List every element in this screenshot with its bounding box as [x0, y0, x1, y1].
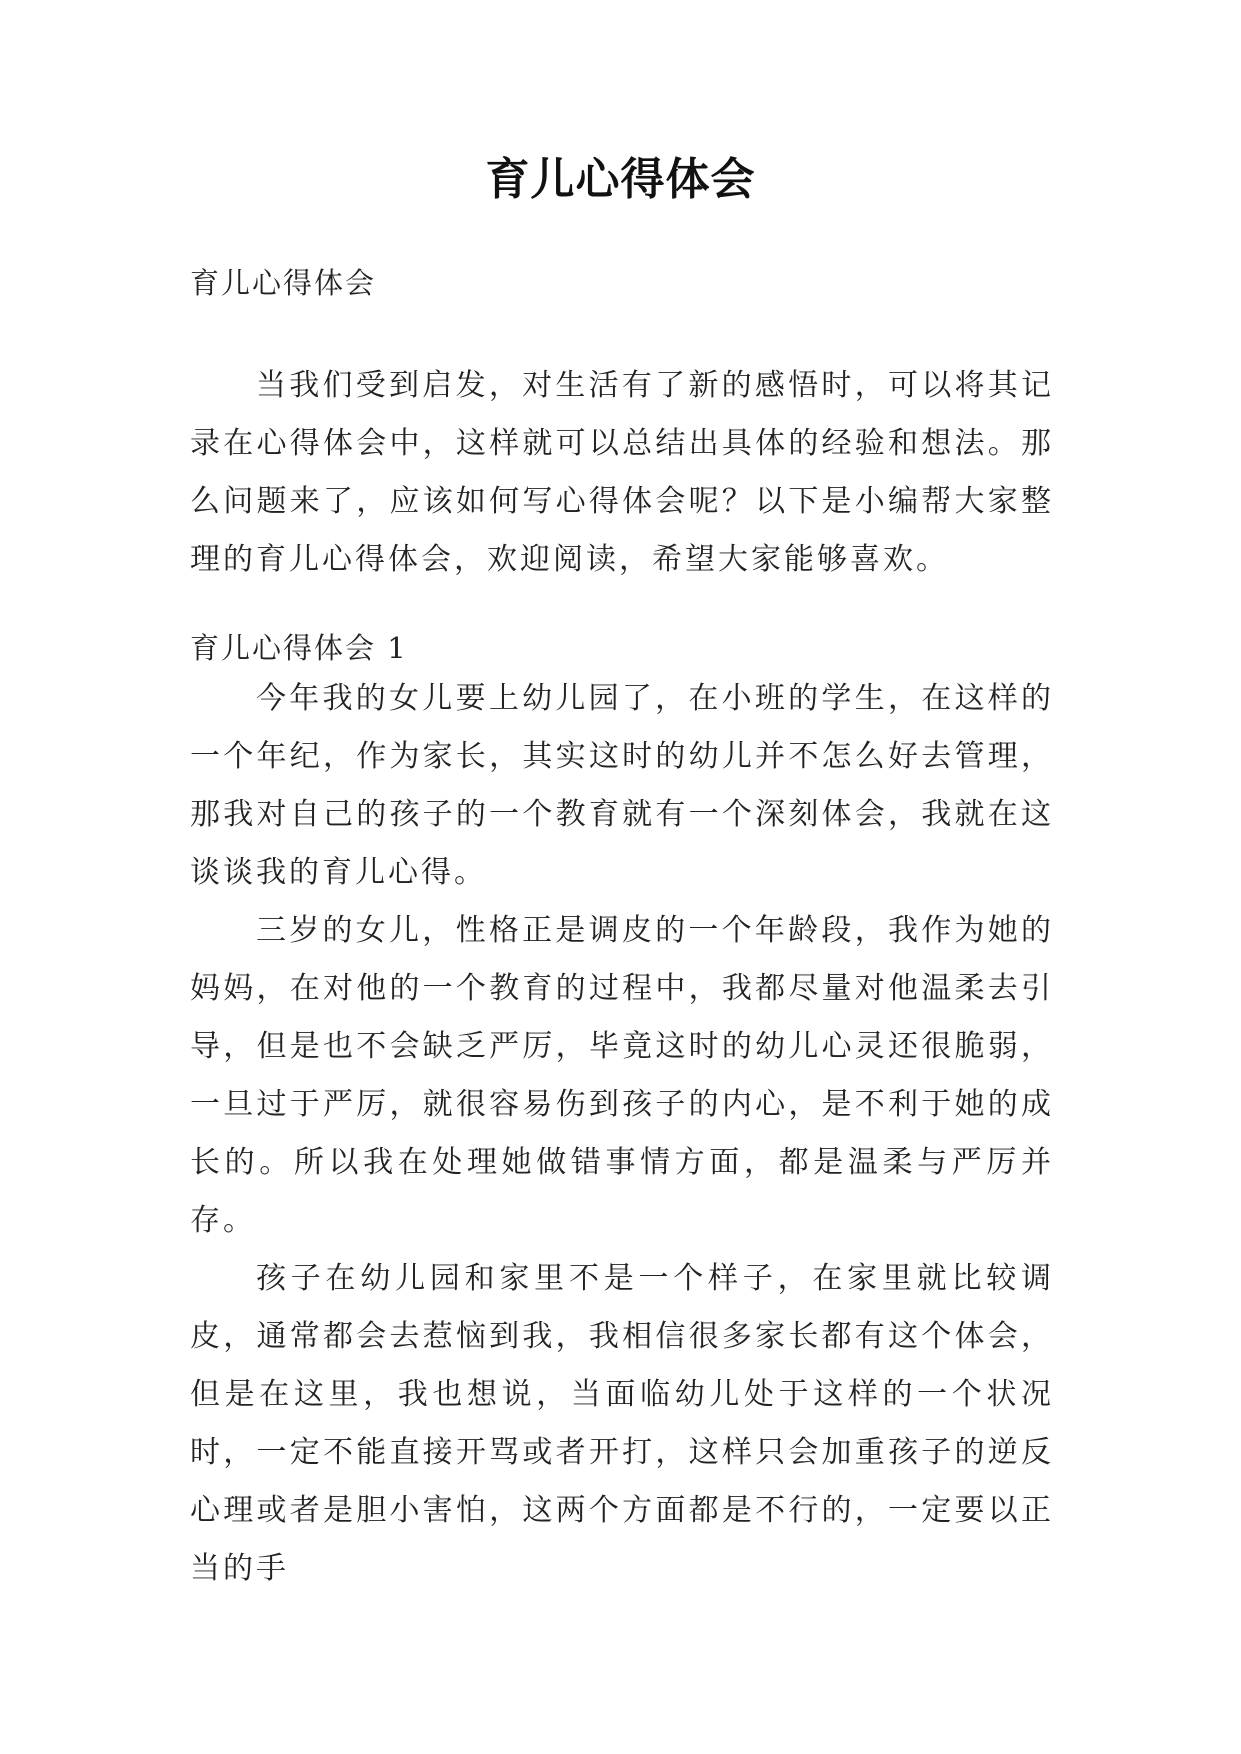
body-paragraph-3: 孩子在幼儿园和家里不是一个样子，在家里就比较调皮，通常都会去惹恼到我，我相信很多家长都有这个体会，但是在这里，我也想说，当面临幼儿处于这样的一个状况时，一定不能直接开骂或者开打，这样只会加重孩子的逆反心理或者是胆小害怕，这两个方面都是不行的，一定要以正当的手	[190, 1261, 1054, 1586]
intro-paragraph: 当我们受到启发，对生活有了新的感悟时，可以将其记录在心得体会中，这样就可以总结出具体的经验和想法。那么问题来了，应该如何写心得体会呢？以下是小编帮大家整理的育儿心得体会，欢迎阅读，希望大家能够喜欢。	[190, 368, 1054, 577]
section-body	[190, 670, 1054, 1598]
intro-section	[190, 357, 1054, 589]
document-subtitle: 育儿心得体会	[190, 266, 377, 300]
body-paragraph-1: 今年我的女儿要上幼儿园了，在小班的学生，在这样的一个年纪，作为家长，其实这时的幼儿并不怎么好去管理，那我对自己的孩子的一个教育就有一个深刻体会，我就在这谈谈我的育儿心得。	[190, 681, 1054, 890]
body-paragraph-2: 三岁的女儿，性格正是调皮的一个年龄段，我作为她的妈妈，在对他的一个教育的过程中，我都尽量对他温柔去引导，但是也不会缺乏严厉，毕竟这时的幼儿心灵还很脆弱，一旦过于严厉，就很容易伤到孩子的内心，是不利于她的成长的。所以我在处理她做错事情方面，都是温柔与严厉并存。	[190, 913, 1054, 1238]
section-heading: 育儿心得体会 1	[190, 631, 408, 665]
document-title: 育儿心得体会	[485, 154, 756, 205]
